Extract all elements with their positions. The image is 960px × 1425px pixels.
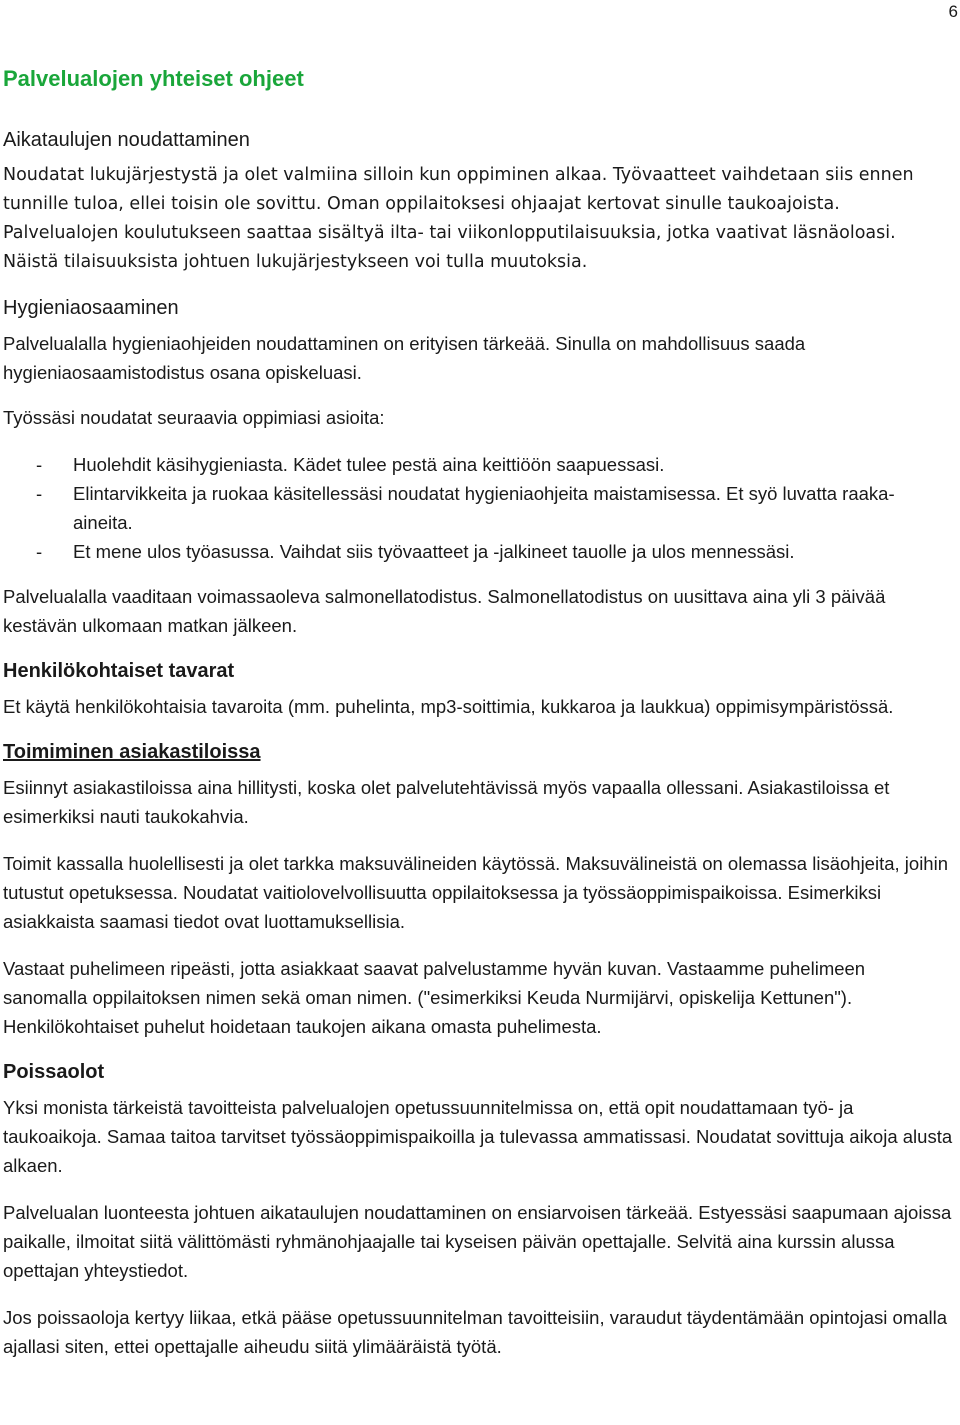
list-item-text: Elintarvikkeita ja ruokaa käsitellessäsi noudatat hygieniaohjeita maistamisessa. Et syö luvatta raaka-aineita.: [73, 483, 895, 533]
page-number: 6: [948, 2, 958, 21]
poissaolot-paragraph-1: Yksi monista tärkeistä tavoitteista palvelualojen opetussuunnitelmissa on, että opit noudattamaan työ- ja taukoaikoja. Samaa taitoa tarvitset työssäoppimispaikoilla ja tulevassa ammatissasi. Noudatat sovittuja aikoja alusta alkaen.: [3, 1097, 953, 1176]
section-heading-tavarat: Henkilökohtaiset tavarat: [3, 660, 235, 682]
list-item-text: Huolehdit käsihygieniasta. Kädet tulee pestä aina keittiöön saapuessasi.: [73, 454, 665, 475]
aikataulut-paragraph-1: Noudatat lukujärjestystä ja olet valmiina silloin kun oppiminen alkaa. Työvaatteet vaihdetaan siis ennen tunnille tuloa, ellei toisin ole sovittu. Oman oppilaitoksesi ohjaajat kertovat sinulle taukoajoista. Palvelualojen koulutukseen saattaa sisältyä ilta- tai viikonlopputilaisuuksia, jotka vaativat läsnäoloasi. Näistä tilaisuuksista johtuen lukujärjestykseen voi tulla muutoksia.: [3, 165, 914, 272]
section-tavarat: [3, 656, 954, 721]
poissaolot-paragraph-2: Palvelualan luonteesta johtuen aikataulujen noudattaminen on ensiarvoisen tärkeää. Estyessäsi saapumaan ajoissa paikalle, ilmoitat siitä välittömästi ryhmänohjaajalle tai kyseisen päivän opettajalle. Selvitä aina kurssin alussa opettajan yhteystiedot.: [3, 1202, 952, 1281]
tavarat-paragraph-1: Et käytä henkilökohtaisia tavaroita (mm. puhelinta, mp3-soittimia, kukkaroa ja laukkua) oppimisympäristössä.: [3, 696, 894, 717]
section-poissaolot: [3, 1057, 954, 1361]
section-heading-poissaolot: Poissaolot: [3, 1061, 105, 1083]
hygienia-list: [3, 450, 954, 566]
list-marker: -: [36, 541, 43, 562]
section-heading-aikataulut: [3, 125, 954, 155]
list-marker: -: [36, 454, 43, 475]
section-asiakastilat: [3, 737, 954, 1041]
list-item: [3, 450, 954, 479]
asiakastilat-paragraph-2: Toimit kassalla huolellisesti ja olet tarkka maksuvälineiden käytössä. Maksuvälineistä on olemassa lisäohjeita, joihin tutustut opetuksessa. Noudatat vaitiolovelvollisuutta oppilaitoksessa ja työssäoppimispaikoissa. Esimerkiksi asiakkaista saamasi tiedot ovat luottamuksellisia.: [3, 853, 948, 932]
list-item: [3, 479, 954, 537]
list-marker: -: [36, 483, 43, 504]
section-heading-text: Aikataulujen noudattaminen: [3, 129, 250, 151]
list-item: [3, 537, 954, 566]
hygienia-paragraph-3: Palvelualalla vaaditaan voimassaoleva salmonellatodistus. Salmonellatodistus on uusittava aina yli 3 päivää kestävän ulkomaan matkan jälkeen.: [3, 586, 886, 636]
section-heading-hygienia: Hygieniaosaaminen: [3, 297, 179, 319]
section-hygienia: [3, 293, 954, 640]
asiakastilat-paragraph-3: Vastaat puhelimeen ripeästi, jotta asiakkaat saavat palvelustamme hyvän kuvan. Vastaamme puhelimeen sanomalla oppilaitoksen nimen sekä oman nimen. ("esimerkiksi Keuda Nurmijärvi, opiskelija Kettunen"). Henkilökohtaiset puhelut hoidetaan taukojen aikana omasta puhelimesta.: [3, 958, 866, 1037]
list-item-text: Et mene ulos työasussa. Vaihdat siis työvaatteet ja -jalkineet tauolle ja ulos mennessäsi.: [73, 541, 795, 562]
section-heading-asiakastilat: Toimiminen asiakastiloissa: [3, 741, 261, 763]
document-body: [3, 125, 954, 1361]
hygienia-paragraph-2: Työssäsi noudatat seuraavia oppimiasi asioita:: [3, 407, 385, 428]
section-aikataulut: [3, 125, 954, 277]
hygienia-paragraph-1: Palvelualalla hygieniaohjeiden noudattaminen on erityisen tärkeää. Sinulla on mahdollisuus saada hygieniaosaamistodistus osana opiskeluasi.: [3, 333, 806, 383]
asiakastilat-paragraph-1: Esiinnyt asiakastiloissa aina hillitysti, koska olet palvelutehtävissä myös vapaalla ollessani. Asiakastiloissa et esimerkiksi nauti taukokahvia.: [3, 777, 890, 827]
page-title: Palvelualojen yhteiset ohjeet: [3, 66, 304, 91]
poissaolot-paragraph-3: Jos poissaoloja kertyy liikaa, etkä pääse opetussuunnitelman tavoitteisiin, varaudut täydentämään opintojasi omalla ajallasi siten, ettei opettajalle aiheudu siitä ylimääräistä työtä.: [3, 1307, 948, 1357]
